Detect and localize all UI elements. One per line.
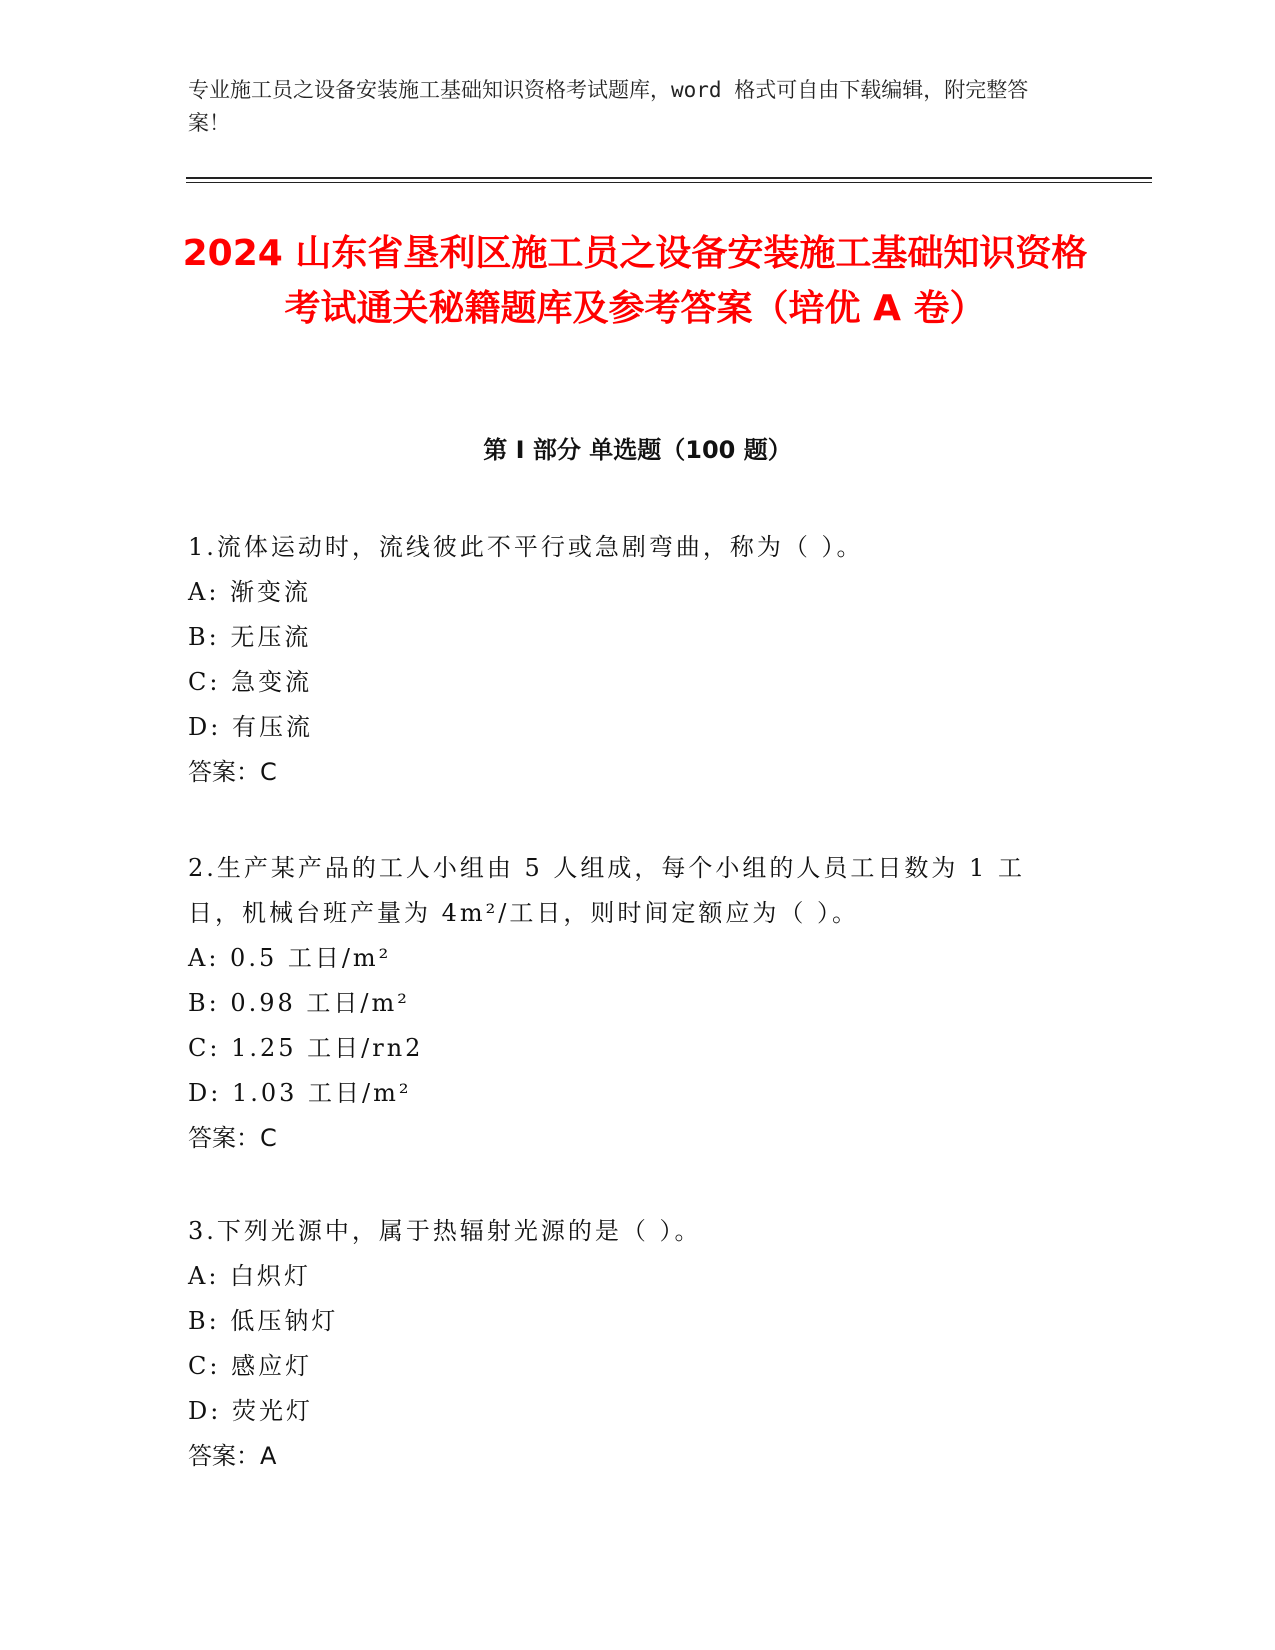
answer-line: 答案：A — [188, 1442, 277, 1470]
option-c: C: 急变流 — [188, 668, 313, 696]
question-stem: 1.流体运动时，流线彼此不平行或急剧弯曲，称为（ ）。 — [188, 533, 864, 561]
question-item — [188, 846, 1068, 1161]
option-a: A: 渐变流 — [188, 578, 312, 606]
option-a: A: 白炽灯 — [188, 1262, 312, 1290]
question-item — [188, 525, 1068, 795]
option-c: C: 1.25 工日/rn2 — [188, 1034, 424, 1062]
question-stem: 2.生产某产品的工人小组由 5 人组成，每个小组的人员工日数为 1 工日，机械台班产量为 4m²/工日，则时间定额应为（ ）。 — [188, 854, 1025, 927]
document-header-note: 专业施工员之设备安装施工基础知识资格考试题库，word 格式可自由下载编辑，附完整答案！ — [188, 78, 1029, 135]
option-a: A: 0.5 工日/m² — [188, 944, 392, 972]
header-divider-thin — [186, 182, 1152, 183]
answer-line: 答案：C — [188, 758, 277, 786]
document-title: 2024 山东省垦利区施工员之设备安装施工基础知识资格考试通关秘籍题库及参考答案（培优 A 卷） — [182, 233, 1088, 329]
question-item — [188, 1209, 1068, 1479]
option-d: D: 荧光灯 — [188, 1397, 313, 1425]
option-b: B: 低压钠灯 — [188, 1307, 339, 1335]
question-stem: 3.下列光源中，属于热辐射光源的是（ ）。 — [188, 1217, 702, 1245]
option-c: C: 感应灯 — [188, 1352, 313, 1380]
option-d: D: 有压流 — [188, 713, 313, 741]
option-d: D: 1.03 工日/m² — [188, 1079, 412, 1107]
answer-line: 答案：C — [188, 1124, 277, 1152]
header-divider-thick — [186, 177, 1152, 179]
section-heading: 第 I 部分 单选题（100 题） — [483, 436, 792, 464]
option-b: B: 无压流 — [188, 623, 312, 651]
option-b: B: 0.98 工日/m² — [188, 989, 410, 1017]
